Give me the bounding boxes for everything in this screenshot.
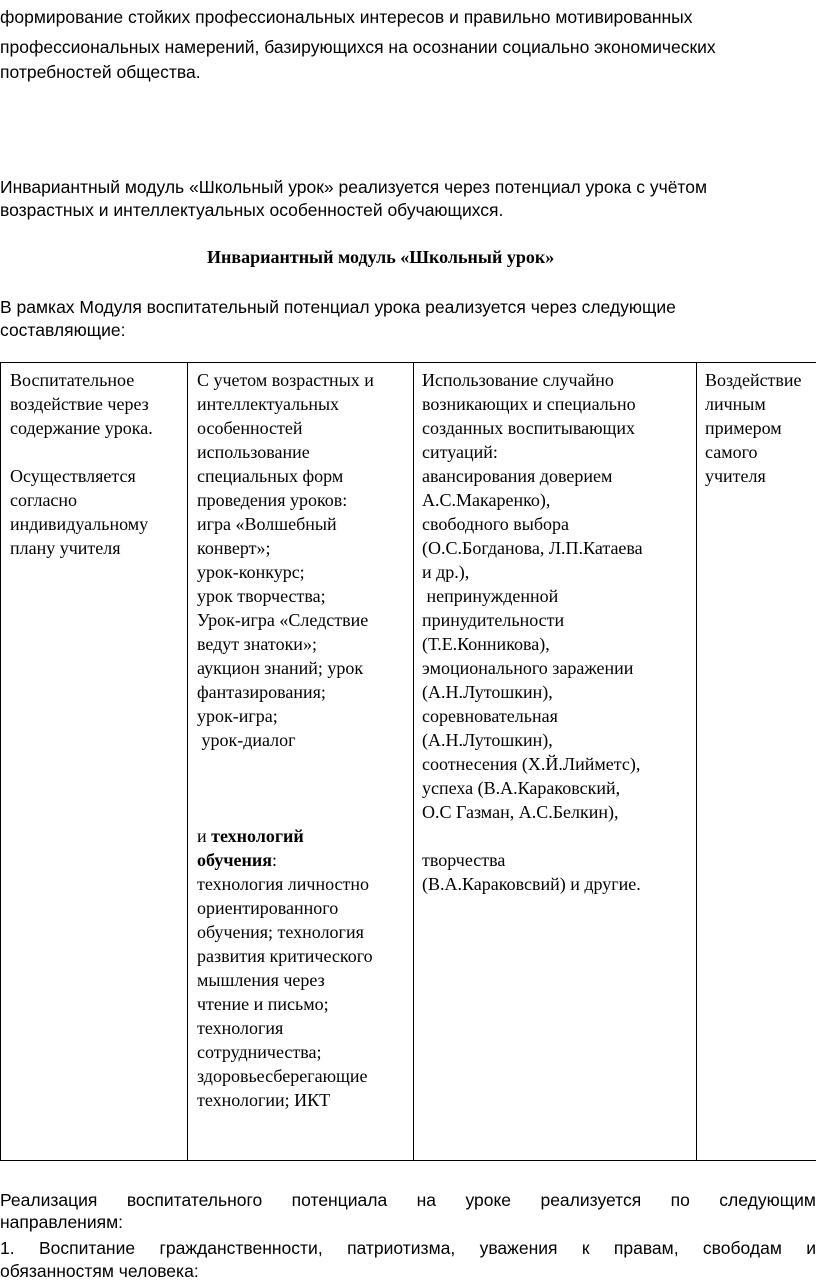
tech-prefix: и xyxy=(197,826,212,846)
word: уважения xyxy=(479,1238,558,1258)
word: и xyxy=(806,1238,816,1258)
cell-line: принудительности xyxy=(422,610,565,630)
cell-line: игра «Волшебный xyxy=(197,514,337,534)
cell-line: С учетом возрастных и xyxy=(197,370,374,390)
cell-line: согласно xyxy=(10,490,78,510)
cell-line: возникающих и специально xyxy=(422,394,636,414)
cell-line: (А.Н.Лутошкин), xyxy=(422,682,553,702)
word: уроке xyxy=(465,1190,512,1210)
cell-line: Урок-игра «Следствие xyxy=(197,610,369,630)
cell-line: фантазирования; xyxy=(197,682,326,702)
cell-line: учителя xyxy=(705,466,766,486)
cell-line: А.С.Макаренко), xyxy=(422,490,551,510)
cell-line: аукцион знаний; урок xyxy=(197,658,364,678)
table-cell-content-impact xyxy=(10,368,153,560)
word: патриотизма, xyxy=(347,1238,456,1258)
module-title: Инвариантный модуль «Школьный урок» xyxy=(207,247,555,267)
cell-line: ориентированного xyxy=(197,898,339,918)
cell-line: ведут знатоки»; xyxy=(197,634,317,654)
cell-line: эмоционального заражении xyxy=(422,658,634,678)
word: следующим xyxy=(719,1190,816,1210)
cell-line: технологии; ИКТ xyxy=(197,1090,331,1110)
cell-line: (О.С.Богданова, Л.П.Катаева xyxy=(422,538,643,558)
word: реализуется xyxy=(540,1190,642,1210)
cell-line: здоровьесберегающие xyxy=(197,1066,368,1086)
cell-line: (Т.Е.Конникова), xyxy=(422,634,550,654)
intro-line: потребностей общества. xyxy=(0,62,201,82)
cell-line: Использование случайно xyxy=(422,370,614,390)
cell-line: конверт»; xyxy=(197,538,271,558)
cell-line: свободного выбора xyxy=(422,514,569,534)
tech-heading xyxy=(197,824,374,848)
cell-line: урок-конкурс; xyxy=(197,562,305,582)
cell-line: технология xyxy=(197,1018,284,1038)
cell-line: содержание урока. xyxy=(10,418,153,438)
cell-line: мышления через xyxy=(197,970,325,990)
cell-line: особенностей xyxy=(197,418,303,438)
cell-line: технология личностно xyxy=(197,874,370,894)
tech-colon: : xyxy=(271,850,277,870)
cell-line: (А.Н.Лутошкин), xyxy=(422,730,553,750)
cell-line: индивидуальному xyxy=(10,514,149,534)
cell-line: урок творчества; xyxy=(197,586,326,606)
table-cell-personal-example xyxy=(705,368,802,488)
tech-bold: обучения xyxy=(197,850,272,870)
within-module-line: составляющие: xyxy=(0,320,126,340)
intro-line: формирование стойких профессиональных интересов и правильно мотивированных xyxy=(0,7,693,27)
cell-line: проведения уроков: xyxy=(197,490,348,510)
word: к xyxy=(581,1238,590,1258)
cell-line: сотрудничества; xyxy=(197,1042,322,1062)
tech-heading xyxy=(197,848,374,872)
cell-line: урок-диалог xyxy=(197,730,296,750)
cell-line: О.С Газман, А.С.Белкин), xyxy=(422,802,619,822)
word: свободам xyxy=(702,1238,782,1258)
cell-line: плану учителя xyxy=(10,538,121,558)
module-intro-line: возрастных и интеллектуальных особенностей обучающихся. xyxy=(0,200,504,220)
word: на xyxy=(416,1190,437,1210)
word: гражданственности, xyxy=(159,1238,323,1258)
cell-line: воздействие через xyxy=(10,394,149,414)
word: Воспитание xyxy=(38,1238,136,1258)
table-divider xyxy=(413,362,414,1160)
word: 1. xyxy=(0,1238,15,1258)
table-divider xyxy=(187,362,188,1160)
cell-line: и др.), xyxy=(422,562,470,582)
word: правам, xyxy=(613,1238,679,1258)
cell-line: примером xyxy=(705,418,782,438)
cell-line: успеха (В.А.Караковский, xyxy=(422,778,621,798)
module-intro-line: Инвариантный модуль «Школьный урок» реализуется через потенциал урока с учётом xyxy=(0,177,708,197)
word: Реализация xyxy=(0,1190,98,1210)
cell-line: созданных воспитывающих xyxy=(422,418,636,438)
intro-line: профессиональных намерений, базирующихся на осознании социально экономических xyxy=(0,37,716,57)
cell-line: самого xyxy=(705,442,758,462)
table-cell-situations xyxy=(422,368,643,896)
cell-line: творчества xyxy=(422,850,506,870)
cell-line: личным xyxy=(705,394,766,414)
cell-line: специальных форм xyxy=(197,466,344,486)
cell-line: Воспитательное xyxy=(10,370,135,390)
cell-line: непринужденной xyxy=(422,586,559,606)
cell-line: интеллектуальных xyxy=(197,394,340,414)
within-module-line: В рамках Модуля воспитательный потенциал урока реализуется через следующие xyxy=(0,297,676,317)
cell-line: чтение и письмо; xyxy=(197,994,329,1014)
table-border-left xyxy=(0,362,1,1160)
list-item-line xyxy=(0,1236,816,1260)
cell-line: авансирования доверием xyxy=(422,466,613,486)
cell-line: обучения; технология xyxy=(197,922,364,942)
cell-line: (В.А.Караковсвий) и другие. xyxy=(422,874,641,894)
implementation-line: направлениям: xyxy=(0,1212,123,1232)
implementation-line xyxy=(0,1188,816,1212)
cell-line: ситуаций: xyxy=(422,442,498,462)
cell-line: Осуществляется xyxy=(10,466,136,486)
tech-bold: технологий xyxy=(211,826,304,846)
cell-line: соотнесения (Х.Й.Лийметс), xyxy=(422,754,641,774)
word: потенциала xyxy=(291,1190,388,1210)
cell-line: Воздействие xyxy=(705,370,802,390)
cell-line: урок-игра; xyxy=(197,706,278,726)
table-divider xyxy=(696,362,697,1160)
table-cell-lesson-forms xyxy=(197,368,374,1112)
word: по xyxy=(670,1190,690,1210)
word: воспитательного xyxy=(126,1190,263,1210)
cell-line: использование xyxy=(197,442,310,462)
list-item-line: обязанностям человека: xyxy=(0,1261,199,1281)
cell-line: соревновательная xyxy=(422,706,558,726)
cell-line: развития критического xyxy=(197,946,373,966)
